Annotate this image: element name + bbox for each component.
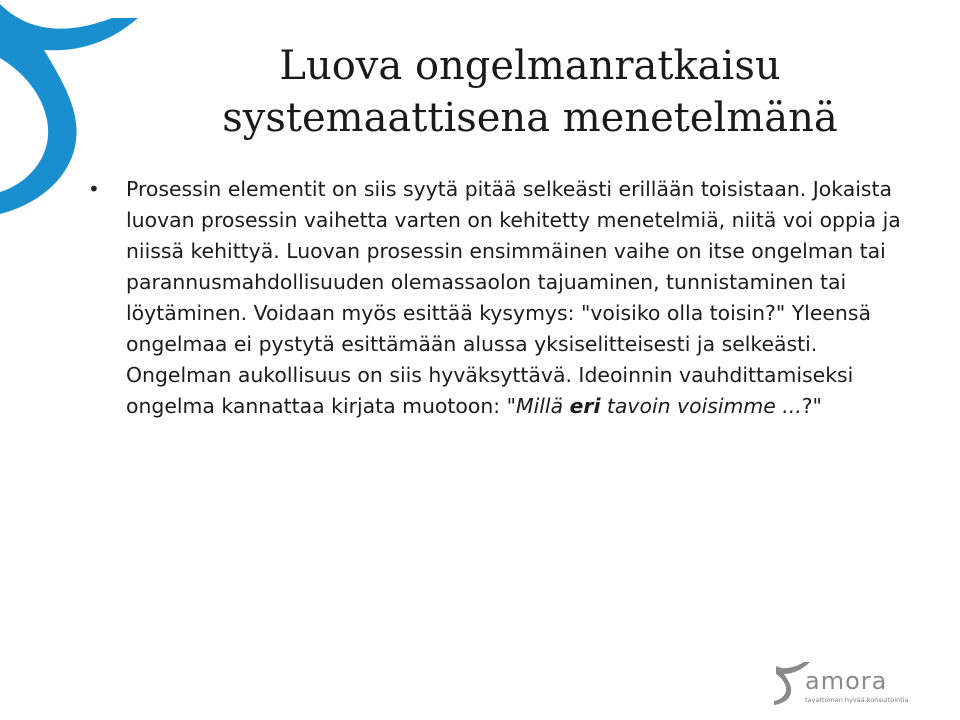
- bullet-text: [126, 174, 908, 422]
- question-emphasis-word: eri: [569, 394, 601, 418]
- samora-tagline: tavattoman hyvää konsultointia: [805, 696, 909, 704]
- question-italic-part-2: tavoin voisimme ...: [600, 394, 802, 418]
- bullet-dot-icon: •: [88, 177, 100, 201]
- question-italic-part-1: Millä: [516, 394, 570, 418]
- slide-title: [150, 40, 910, 144]
- samora-logo: [772, 658, 912, 708]
- slide-title-line-1: Luova ongelmanratkaisu: [279, 43, 781, 89]
- bullet-text-main: Prosessin elementit on siis syytä pitää selkeästi erillään toisistaan. Jokaista luovan prosessin vaihetta varten on kehitetty menetelmiä, niitä voi oppia ja niissä kehittyä. Luovan prosessin ensimmäinen vaihe on itse ongelman tai parannusmahdollisuuden olemassaolon tajuaminen, tunnistaminen tai löytäminen. Voidaan myös esittää kysymys: "voisiko olla toisin?" Yleensä ongelmaa ei pystytä esittämään alussa yksiselitteisesti ja selkeästi. Ongelman aukollisuus on siis hyväksyttävä. Ideoinnin vauhdittamiseksi ongelma kannattaa kirjata muotoon: ": [126, 177, 901, 418]
- slide-body: [88, 174, 908, 422]
- slide-title-line-2: systemaattisena menetelmänä: [222, 95, 838, 141]
- samora-logo-text: amora: [805, 667, 888, 695]
- bullet-item: [88, 174, 908, 422]
- question-end: ?": [801, 394, 822, 418]
